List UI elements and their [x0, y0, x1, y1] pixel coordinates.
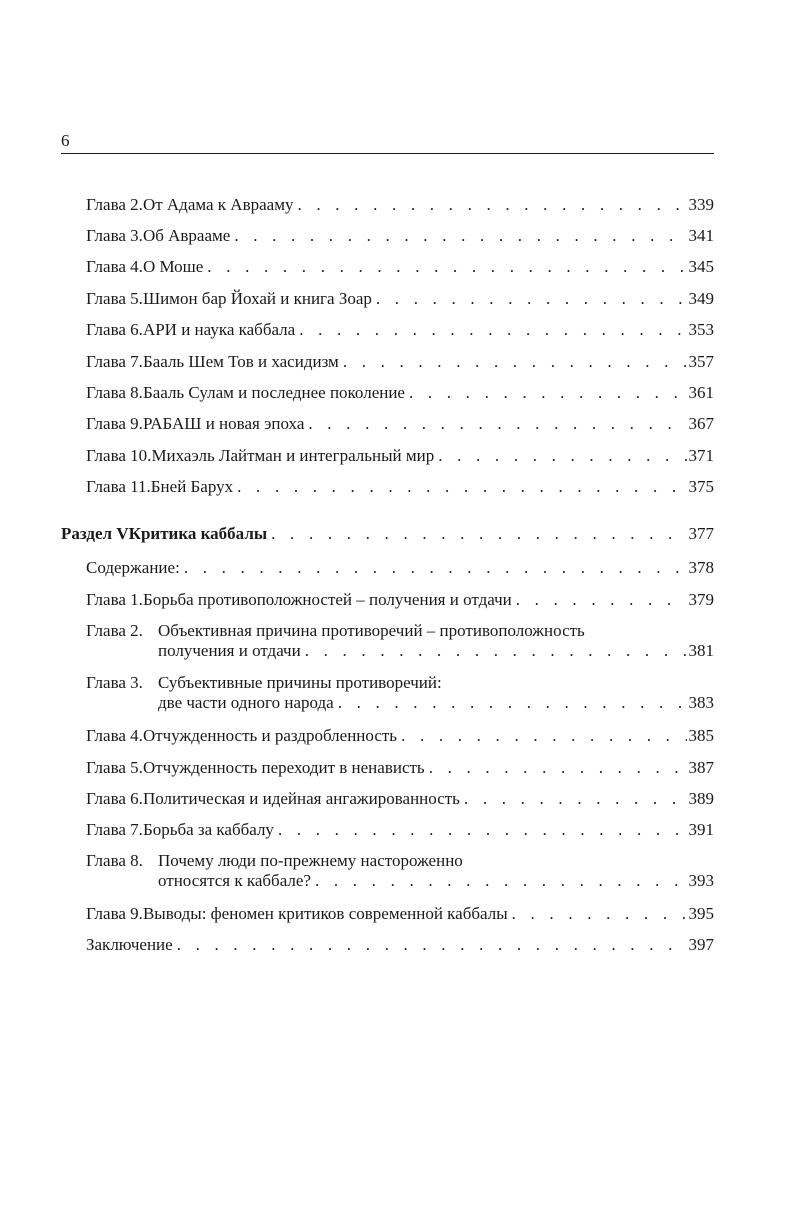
- dot-leader: [409, 383, 687, 403]
- entry-label: Глава 9.: [86, 904, 143, 923]
- dot-leader: [315, 871, 687, 891]
- toc-entry: [86, 226, 714, 246]
- entry-title-continuation: две части одного народа: [158, 693, 334, 712]
- entry-title: От Адама к Аврааму: [142, 195, 294, 214]
- dot-leader: [512, 904, 687, 924]
- entry-label: Глава 6.: [86, 789, 143, 808]
- entry-page-number: 381: [688, 641, 714, 660]
- entry-label: Глава 2.: [86, 195, 143, 214]
- toc-entry: [86, 726, 714, 746]
- entry-page-number: 375: [688, 477, 714, 496]
- entry-label: Глава 2.: [86, 621, 143, 640]
- entry-page-number: 377: [688, 524, 714, 543]
- entry-label: Глава 11.: [86, 477, 151, 496]
- part-title: Критика каббалы: [128, 524, 268, 543]
- entry-title: Выводы: феномен критиков современной каббалы: [142, 904, 508, 923]
- entry-label: Глава 4.: [86, 726, 143, 745]
- entry-title: Почему люди по-прежнему настороженно: [158, 851, 463, 870]
- entry-page-number: 387: [688, 758, 714, 777]
- entry-page-number: 353: [688, 320, 714, 339]
- dot-leader: [376, 289, 687, 309]
- entry-label: Глава 7.: [86, 352, 143, 371]
- toc-entry: [86, 320, 714, 340]
- toc-entry: [86, 758, 714, 778]
- entry-title: РАБАШ и новая эпоха: [142, 414, 305, 433]
- entry-title: Михаэль Лайтман и интегральный мир: [151, 446, 435, 465]
- entry-page-number: 339: [688, 195, 714, 214]
- toc-entry: [86, 257, 714, 277]
- entry-label: Глава 1.: [86, 590, 143, 609]
- toc-entry: [86, 789, 714, 809]
- entry-title: О Моше: [142, 257, 204, 276]
- entry-page-number: 361: [688, 383, 714, 402]
- entry-label: Глава 7.: [86, 820, 143, 839]
- entry-title: Бней Барух: [150, 477, 234, 496]
- dot-leader: [207, 257, 686, 277]
- entry-label: Глава 3.: [86, 226, 143, 245]
- dot-leader: [308, 414, 686, 434]
- entry-page-number: 378: [688, 558, 714, 577]
- dot-leader: [278, 820, 687, 840]
- entry-title: Заключение: [86, 935, 173, 954]
- toc-entry: [86, 935, 714, 955]
- entry-page-number: 383: [688, 693, 714, 712]
- entry-title: Борьба за каббалу: [142, 820, 274, 839]
- dot-leader: [438, 446, 686, 466]
- toc-entry: [86, 621, 714, 661]
- toc-entry: [86, 414, 714, 434]
- entry-title: Содержание:: [86, 558, 180, 577]
- dot-leader: [234, 226, 686, 246]
- dot-leader: [305, 641, 687, 661]
- entry-label: Глава 8.: [86, 851, 143, 870]
- entry-title: Отчужденность и раздробленность: [142, 726, 398, 745]
- toc-entry: [86, 590, 714, 610]
- entry-page-number: 371: [688, 446, 714, 465]
- toc-entry: [86, 446, 714, 466]
- toc-entry: [86, 383, 714, 403]
- entry-label: Глава 9.: [86, 414, 143, 433]
- entry-page-number: 393: [688, 871, 714, 890]
- entry-title: Политическая и идейная ангажированность: [142, 789, 460, 808]
- toc-part-heading: [61, 524, 714, 544]
- entry-page-number: 391: [688, 820, 714, 839]
- toc-entry: [86, 904, 714, 924]
- entry-page-number: 357: [688, 352, 714, 371]
- dot-leader: [177, 935, 687, 955]
- entry-title: Бааль Сулам и последнее поколение: [142, 383, 405, 402]
- dot-leader: [237, 477, 686, 497]
- entry-label: Глава 10.: [86, 446, 152, 465]
- dot-leader: [464, 789, 687, 809]
- toc-entry: [86, 195, 714, 215]
- entry-page-number: 367: [688, 414, 714, 433]
- entry-page-number: 341: [688, 226, 714, 245]
- dot-leader: [516, 590, 687, 610]
- entry-page-number: 379: [688, 590, 714, 609]
- entry-label: Глава 8.: [86, 383, 143, 402]
- entry-title: АРИ и наука каббала: [142, 320, 296, 339]
- toc-entry: [86, 820, 714, 840]
- entry-label: Глава 4.: [86, 257, 143, 276]
- toc-entry: [86, 673, 714, 713]
- entry-page-number: 345: [688, 257, 714, 276]
- toc-entry: [86, 352, 714, 372]
- entry-page-number: 389: [688, 789, 714, 808]
- entry-title: Бааль Шем Тов и хасидизм: [142, 352, 339, 371]
- dot-leader: [401, 726, 686, 746]
- dot-leader: [338, 693, 687, 713]
- entry-label: Глава 3.: [86, 673, 143, 692]
- dot-leader: [429, 758, 687, 778]
- entry-title: Отчужденность переходит в ненависть: [142, 758, 425, 777]
- header-rule: [61, 153, 714, 154]
- toc-entry: [86, 851, 714, 891]
- page-number: 6: [61, 131, 70, 150]
- entry-title: Борьба противоположностей – получения и отдачи: [142, 590, 512, 609]
- dot-leader: [343, 352, 687, 372]
- entry-title-continuation: получения и отдачи: [158, 641, 301, 660]
- entry-label: Глава 6.: [86, 320, 143, 339]
- entry-page-number: 385: [688, 726, 714, 745]
- toc-entry: [86, 289, 714, 309]
- entry-title: Шимон бар Йохай и книга Зоар: [142, 289, 372, 308]
- entry-page-number: 395: [688, 904, 714, 923]
- entry-title: Об Аврааме: [142, 226, 231, 245]
- part-label: Раздел V: [61, 524, 129, 543]
- entry-title-continuation: относятся к каббале?: [158, 871, 311, 890]
- entry-label: Глава 5.: [86, 758, 143, 777]
- dot-leader: [184, 558, 687, 578]
- toc-entry: [86, 558, 714, 578]
- toc-entry: [86, 477, 714, 497]
- entry-label: Глава 5.: [86, 289, 143, 308]
- entry-page-number: 397: [688, 935, 714, 954]
- dot-leader: [271, 524, 686, 544]
- dot-leader: [297, 195, 686, 215]
- dot-leader: [299, 320, 686, 340]
- entry-page-number: 349: [688, 289, 714, 308]
- entry-title: Субъективные причины противоречий:: [158, 673, 442, 692]
- entry-title: Объективная причина противоречий – противоположность: [158, 621, 585, 640]
